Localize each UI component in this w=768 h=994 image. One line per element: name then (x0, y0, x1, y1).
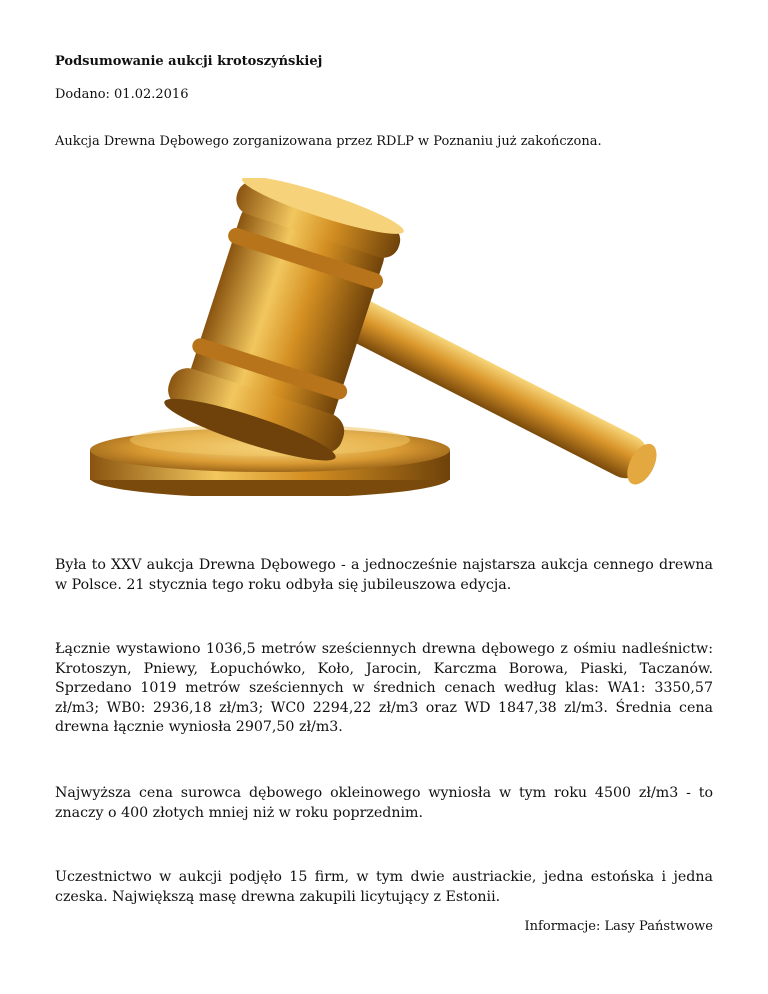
article-paragraph: Uczestnictwo w aukcji podjęło 15 firm, w tym dwie austriackie, jedna estońska i jedna czeska. Największą masę drewna zakupili licytujący z Estonii. (55, 869, 713, 905)
gavel-image (55, 178, 692, 496)
article-paragraph: Łącznie wystawiono 1036,5 metrów sześciennych drewna dębowego z ośmiu nadleśnictw: Krotoszyn, Pniewy, Łopuchówko, Koło, Jarocin, Karczma Borowa, Piaski, Taczanów. Sprzedano 1019 metrów sześciennych w średnich cenach według klas: WA1: 3350,57 zł/m3; WB0: 2936,18 zł/m3; WC0 2294,22 zł/m3 oraz WD 1847,38 zl/m3. Średnia cena drewna łącznie wyniosła 2907,50 zł/m3. (55, 641, 713, 735)
publish-date: Dodano: 01.02.2016 (55, 87, 189, 102)
article-paragraph: Była to XXV aukcja Drewna Dębowego - a jednocześnie najstarsza aukcja cennego drewna w Polsce. 21 stycznia tego roku odbyła się jubileuszowa edycja. (55, 557, 713, 593)
article-lead: Aukcja Drewna Dębowego zorganizowana przez RDLP w Poznaniu już zakończona. (55, 134, 602, 149)
article-title: Podsumowanie aukcji krotoszyńskiej (55, 54, 323, 69)
source-credit: Informacje: Lasy Państwowe (524, 919, 713, 934)
article-paragraph: Najwyższa cena surowca dębowego okleinowego wyniosła w tym roku 4500 zł/m3 - to znaczy o 400 złotych mniej niż w roku poprzednim. (55, 785, 713, 821)
gavel-icon (55, 178, 692, 496)
